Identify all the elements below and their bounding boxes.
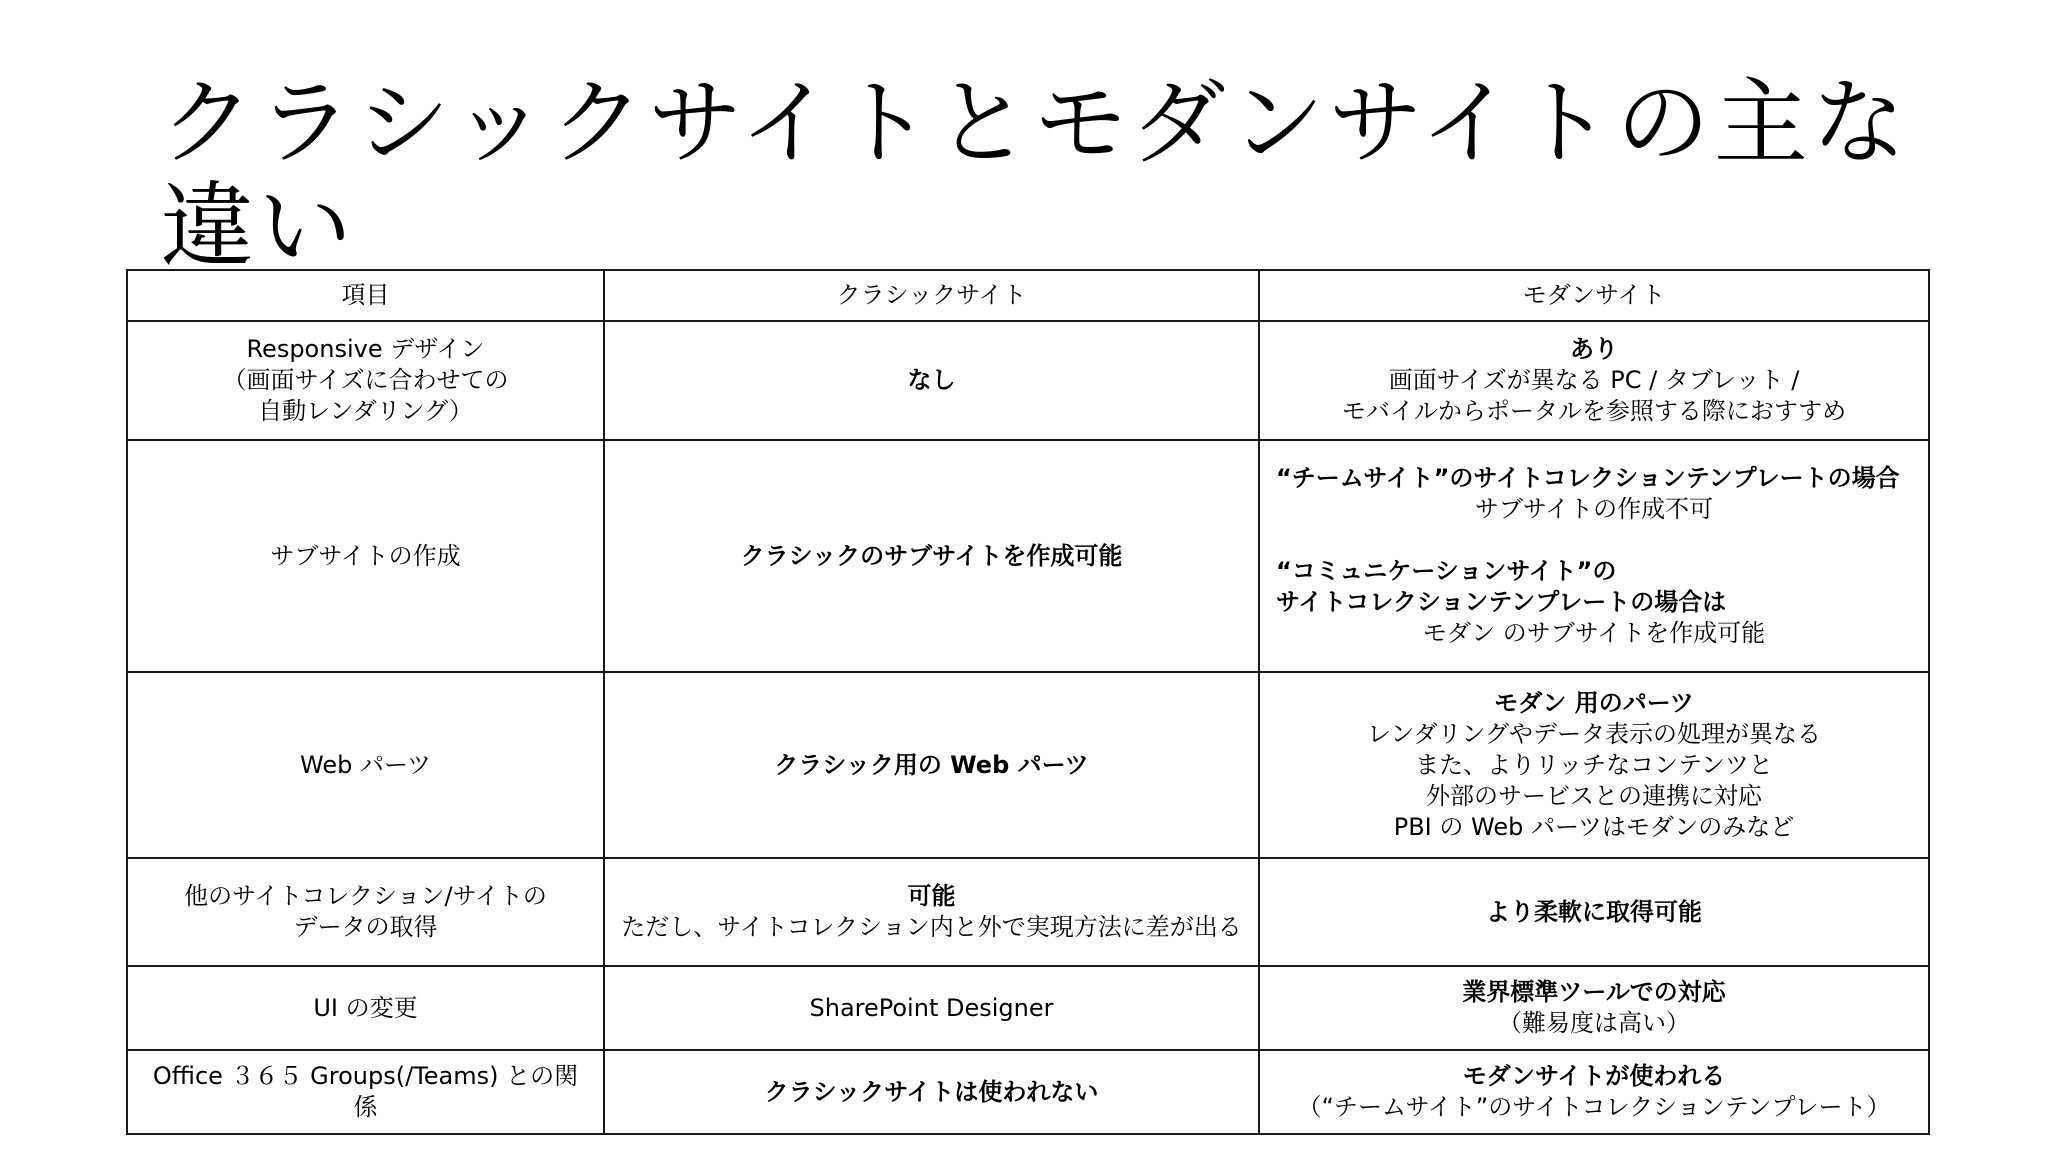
cell-modern: [1259, 321, 1929, 440]
cell-item: [127, 440, 604, 672]
modern-team-heading: “チームサイト”のサイトコレクションテンプレートの場合: [1276, 464, 1900, 492]
cell-classic: [604, 1050, 1259, 1134]
cell-modern: [1259, 1050, 1929, 1134]
header-item: 項目: [127, 270, 604, 321]
item-text: 自動レンダリング）: [258, 397, 473, 425]
modern-heading: 業界標準ツールでの対応: [1462, 978, 1726, 1006]
modern-text: 画面サイズが異なる PC / タブレット /: [1388, 366, 1800, 394]
classic-text: クラシック用の Web パーツ: [774, 750, 1089, 779]
modern-text: PBI の Web パーツはモダンのみなど: [1393, 812, 1795, 841]
modern-team-text: サブサイトの作成不可: [1474, 495, 1714, 523]
classic-text: クラシックサイトは使われない: [764, 1077, 1099, 1106]
cell-classic: [604, 672, 1259, 858]
cell-classic: [604, 858, 1259, 966]
modern-text: また、よりリッチなコンテンツと: [1415, 750, 1773, 779]
comparison-table: [126, 269, 1930, 1135]
classic-text: SharePoint Designer: [809, 993, 1054, 1022]
modern-comm-heading: サイトコレクションテンプレートの場合は: [1276, 588, 1727, 616]
cell-item: [127, 321, 604, 440]
item-text: Responsive デザイン: [246, 335, 485, 363]
modern-text: レンダリングやデータ表示の処理が異なる: [1367, 719, 1821, 748]
item-text: Web パーツ: [300, 750, 431, 779]
slide-title: [160, 69, 1920, 282]
cell-classic: [604, 966, 1259, 1050]
cell-item: [127, 672, 604, 858]
item-text: サブサイトの作成: [270, 541, 461, 570]
cell-item: [127, 1050, 604, 1134]
classic-text: なし: [907, 366, 956, 394]
item-text: データの取得: [293, 913, 438, 941]
cell-item: [127, 966, 604, 1050]
cell-classic: [604, 321, 1259, 440]
modern-comm-heading: “コミュニケーションサイト”の: [1276, 557, 1617, 585]
modern-text: 外部のサービスとの連携に対応: [1426, 781, 1762, 810]
table-header-row: [127, 270, 1929, 321]
modern-heading: あり: [1570, 335, 1618, 363]
modern-text: モバイルからポータルを参照する際におすすめ: [1341, 397, 1847, 425]
modern-text: （難易度は高い）: [1498, 1009, 1690, 1037]
table-row-webparts: [127, 672, 1929, 858]
modern-heading: より柔軟に取得可能: [1486, 897, 1702, 926]
classic-text: ただし、サイトコレクション内と外で実現方法に差が出る: [621, 913, 1242, 941]
modern-text: （“チームサイト”のサイトコレクションテンプレート）: [1297, 1093, 1891, 1121]
table-row-data-retrieval: [127, 858, 1929, 966]
spacer: [1276, 525, 1912, 556]
classic-heading: 可能: [907, 882, 956, 910]
item-text: UI の変更: [313, 993, 418, 1022]
table-row-subsite: [127, 440, 1929, 672]
cell-item: [127, 858, 604, 966]
cell-modern: [1259, 858, 1929, 966]
cell-modern: [1259, 672, 1929, 858]
slide-title-line-1: クラシックサイトとモダンサイトの主な: [160, 69, 1910, 178]
table-row-groups: [127, 1050, 1929, 1134]
classic-text: クラシックのサブサイトを作成可能: [740, 541, 1123, 570]
header-classic-site: クラシックサイト: [604, 270, 1259, 321]
modern-heading: モダンサイトが使われる: [1462, 1062, 1726, 1090]
cell-classic: [604, 440, 1259, 672]
header-modern-site: モダンサイト: [1259, 270, 1929, 321]
modern-heading: モダン 用のパーツ: [1494, 688, 1694, 717]
item-text: Office ３６５ Groups(/Teams) との関係: [152, 1062, 579, 1121]
modern-comm-text: モダン のサブサイトを作成可能: [1422, 619, 1766, 647]
table-row-responsive: [127, 321, 1929, 440]
slide-title-line-2: 違い: [160, 173, 357, 282]
cell-modern: [1259, 966, 1929, 1050]
cell-modern: [1259, 440, 1929, 672]
item-text: （画面サイズに合わせての: [222, 366, 509, 394]
table-row-ui-change: [127, 966, 1929, 1050]
item-text: 他のサイトコレクション/サイトの: [184, 882, 547, 910]
